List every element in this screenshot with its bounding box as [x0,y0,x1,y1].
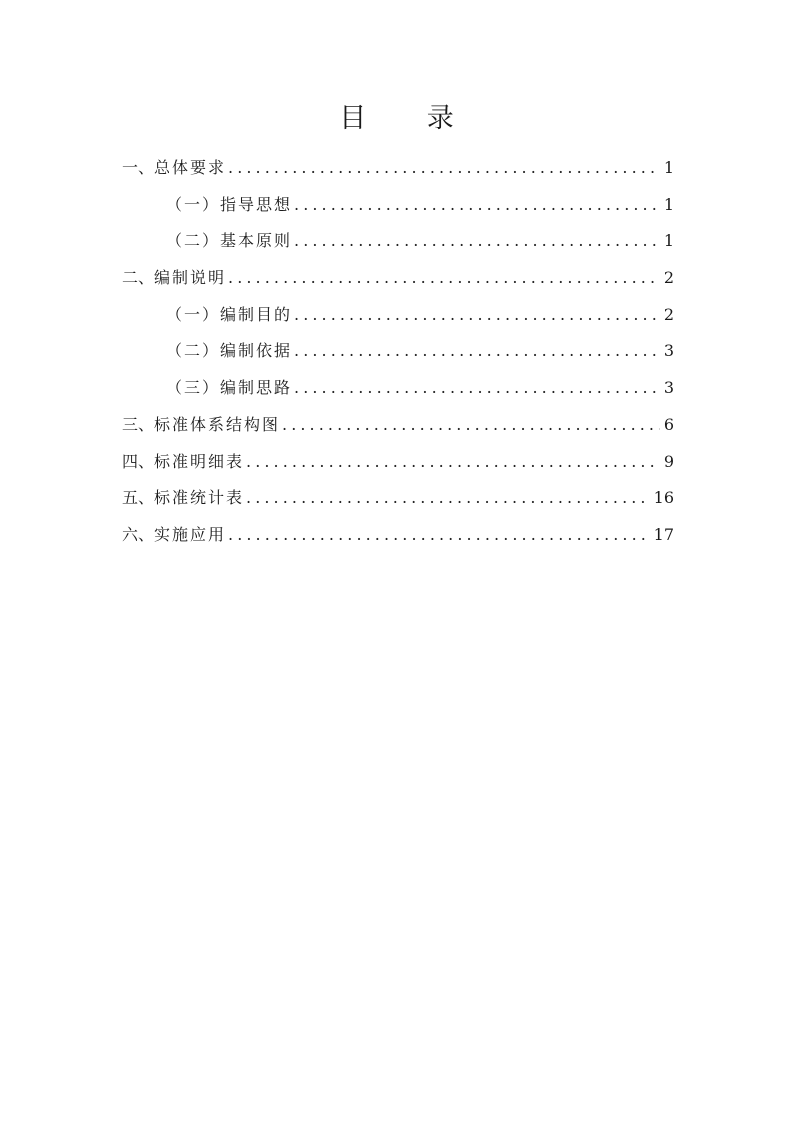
toc-entry-1-2[interactable] [122,223,674,260]
toc-entry-label: 实施应用 [154,524,227,544]
toc-entry-page: 6 [663,414,674,434]
toc-entry-page: 1 [663,231,674,251]
toc-entry-page: 3 [663,378,674,398]
toc-entry-number: 六、 [122,524,155,544]
toc-entry-number: 三、 [122,414,155,434]
toc-entry-label: 编制说明 [154,268,227,288]
toc-entry-5[interactable] [122,480,674,517]
toc-entry-3[interactable] [122,407,674,444]
toc-entry-page: 2 [663,268,674,288]
toc-entry-label: （三）编制思路 [166,378,293,398]
toc-entry-page: 17 [653,524,674,544]
toc-entry-2-2[interactable] [122,333,674,370]
toc-entry-number: 二、 [122,268,155,288]
dot-leader [294,370,660,407]
dot-leader [282,407,660,444]
dot-leader [294,297,660,334]
toc-entry-number: 五、 [122,488,155,508]
toc-entry-label: 标准体系结构图 [154,414,281,434]
dot-leader [228,517,650,554]
dot-leader [228,150,660,187]
toc-entry-2-3[interactable] [122,370,674,407]
dot-leader [246,444,660,481]
dot-leader [294,333,660,370]
toc-entry-number: 四、 [122,451,155,471]
toc-entry-page: 9 [663,451,674,471]
toc-title: 目 录 [339,103,480,134]
dot-leader [228,260,660,297]
toc-entry-label: （一）指导思想 [166,194,293,214]
toc-entry-label: 标准统计表 [154,488,245,508]
toc-entry-1[interactable] [122,150,674,187]
toc-entry-2-1[interactable] [122,297,674,334]
table-of-contents [122,150,674,554]
dot-leader [246,480,650,517]
toc-entry-2[interactable] [122,260,674,297]
toc-entry-page: 2 [663,304,674,324]
toc-entry-page: 16 [653,488,674,508]
toc-entry-page: 1 [663,194,674,214]
toc-entry-page: 1 [663,158,674,177]
dot-leader [294,187,660,224]
toc-entry-4[interactable] [122,444,674,481]
toc-entry-page: 3 [663,341,674,361]
toc-entry-1-1[interactable] [122,187,674,224]
toc-entry-label: （二）基本原则 [166,231,293,251]
toc-entry-number: 一、 [122,158,155,177]
toc-entry-label: （二）编制依据 [166,341,293,361]
toc-entry-label: 总体要求 [154,158,227,177]
dot-leader [294,223,660,260]
toc-entry-label: （一）编制目的 [166,304,293,324]
toc-entry-label: 标准明细表 [154,451,245,471]
toc-entry-6[interactable] [122,517,674,554]
